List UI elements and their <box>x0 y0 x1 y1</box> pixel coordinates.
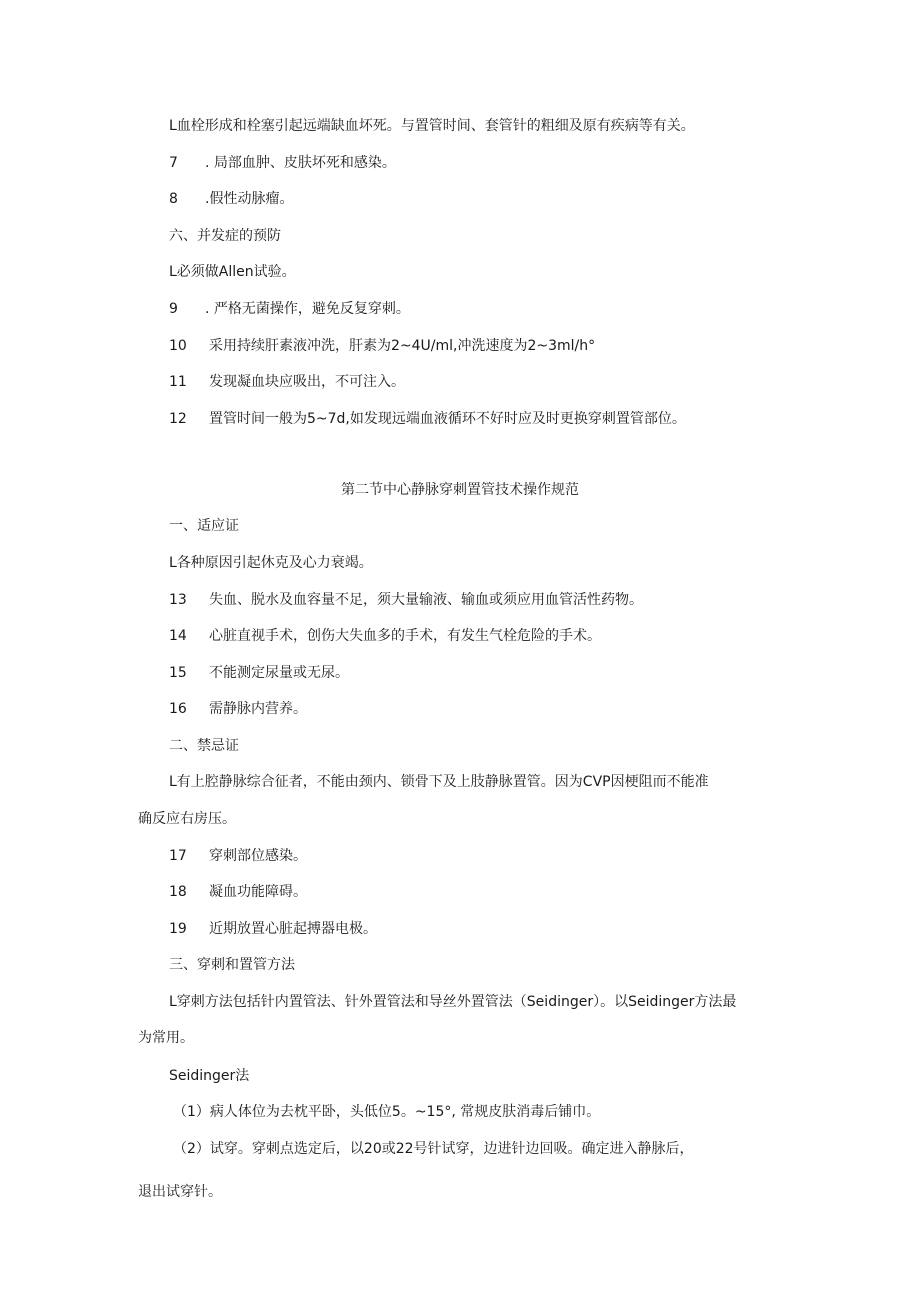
item-number-13: 13 <box>169 592 187 608</box>
item-text-15: 不能测定尿量或无尿。 <box>209 665 349 681</box>
item-text-7: . 局部血肿、皮肤坏死和感染。 <box>205 155 396 171</box>
paragraph-methods-line1: L穿刺方法包括针内置管法、针外置管法和导丝外置管法（Seidinger）。以Seidinger方法最 <box>169 994 737 1010</box>
item-text-19: 近期放置心脏起搏器电极。 <box>209 921 377 937</box>
item-text-17: 穿刺部位感染。 <box>209 848 307 864</box>
item-number-19: 19 <box>169 921 187 937</box>
item-number-12: 12 <box>169 411 187 427</box>
item-text-8: .假性动脉瘤。 <box>205 191 294 207</box>
item-number-15: 15 <box>169 665 187 681</box>
step-1: （1）病人体位为去枕平卧，头低位5。~15°, 常规皮肤消毒后铺巾。 <box>173 1104 601 1120</box>
paragraph-methods-line2: 为常用。 <box>138 1030 194 1046</box>
step-2-line2: 退出试穿针。 <box>138 1184 222 1200</box>
item-number-18: 18 <box>169 884 187 900</box>
heading-indications: 一、适应证 <box>169 518 239 534</box>
item-text-12: 置管时间一般为5~7d,如发现远端血液循环不好时应及时更换穿刺置管部位。 <box>209 411 686 427</box>
item-number-10: 10 <box>169 338 187 354</box>
paragraph-shock: L各种原因引起休克及心力衰竭。 <box>169 555 373 571</box>
item-number-17: 17 <box>169 848 187 864</box>
heading-methods: 三、穿刺和置管方法 <box>169 957 295 973</box>
section-title: 第二节中心静脉穿刺置管技术操作规范 <box>341 482 579 498</box>
subheading-seidinger: Seidinger法 <box>169 1068 250 1084</box>
heading-prevention: 六、并发症的预防 <box>169 228 281 244</box>
paragraph-svc-line2: 确反应右房压。 <box>138 811 236 827</box>
item-number-8: 8 <box>169 191 178 207</box>
item-text-18: 凝血功能障碍。 <box>209 884 307 900</box>
item-text-14: 心脏直视手术，创伤大失血多的手术，有发生气栓危险的手术。 <box>209 628 601 644</box>
item-text-10: 采用持续肝素液冲洗，肝素为2~4U/ml,冲洗速度为2~3ml/h° <box>209 338 596 354</box>
item-text-9: . 严格无菌操作，避免反复穿刺。 <box>205 301 410 317</box>
item-number-16: 16 <box>169 701 187 717</box>
paragraph-thrombosis: L血栓形成和栓塞引起远端缺血坏死。与置管时间、套管针的粗细及原有疾病等有关。 <box>169 118 695 134</box>
item-text-16: 需静脉内营养。 <box>209 701 307 717</box>
item-number-11: 11 <box>169 374 187 390</box>
item-number-7: 7 <box>169 155 178 171</box>
paragraph-svc-line1: L有上腔静脉综合征者，不能由颈内、锁骨下及上肢静脉置管。因为CVP因梗阻而不能准 <box>169 774 709 790</box>
step-2-line1: （2）试穿。穿刺点选定后，以20或22号针试穿，边进针边回吸。确定进入静脉后， <box>173 1141 694 1157</box>
paragraph-allen-test: L必须做Allen试验。 <box>169 264 296 280</box>
item-text-11: 发现凝血块应吸出，不可注入。 <box>209 374 405 390</box>
item-number-9: 9 <box>169 301 178 317</box>
item-number-14: 14 <box>169 628 187 644</box>
heading-contraindications: 二、禁忌证 <box>169 738 239 754</box>
item-text-13: 失血、脱水及血容量不足，须大量输液、输血或须应用血管活性药物。 <box>209 592 643 608</box>
